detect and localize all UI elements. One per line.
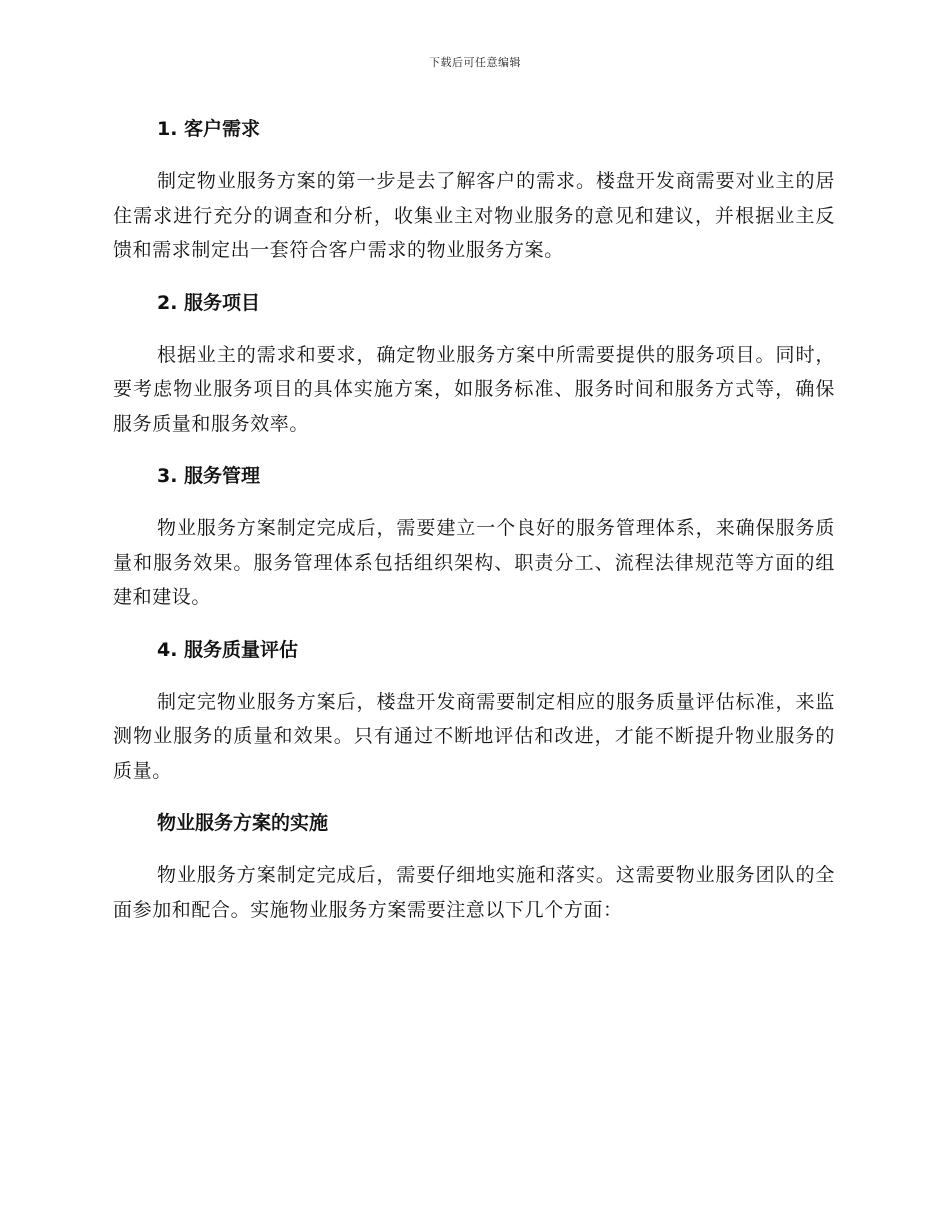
section-paragraph: 制定物业服务方案的第一步是去了解客户的需求。楼盘开发商需要对业主的居住需求进行充分的调查和分析，收集业主对物业服务的意见和建议，并根据业主反馈和需求制定出一套符合客户需求的物业服务方案。	[113, 170, 835, 261]
section-implementation	[113, 806, 835, 927]
section-paragraph: 物业服务方案制定完成后，需要仔细地实施和落实。这需要物业服务团队的全面参加和配合。实施物业服务方案需要注意以下几个方面：	[113, 864, 835, 921]
section-paragraph: 物业服务方案制定完成后，需要建立一个良好的服务管理体系，来确保服务质量和服务效果。服务管理体系包括组织架构、职责分工、流程法律规范等方面的组建和建设。	[113, 517, 835, 608]
section-heading: 1. 客户需求	[157, 118, 261, 140]
section-heading: 2. 服务项目	[157, 291, 261, 314]
section-service-management	[113, 459, 835, 633]
header-note: 下载后可任意编辑	[429, 56, 521, 69]
section-quality-evaluation	[113, 633, 835, 807]
section-paragraph: 制定完物业服务方案后，楼盘开发商需要制定相应的服务质量评估标准，来监测物业服务的质量和效果。只有通过不断地评估和改进，才能不断提升物业服务的质量。	[113, 690, 835, 782]
document-body	[113, 112, 835, 927]
section-paragraph: 根据业主的需求和要求，确定物业服务方案中所需要提供的服务项目。同时，要考虑物业服务项目的具体实施方案，如服务标准、服务时间和服务方式等，确保服务质量和服务效率。	[113, 343, 835, 435]
section-heading: 物业服务方案的实施	[157, 812, 329, 834]
section-customer-needs	[113, 112, 835, 286]
section-service-items	[113, 286, 835, 460]
section-heading: 3. 服务管理	[157, 465, 261, 487]
section-heading: 4. 服务质量评估	[157, 638, 299, 661]
